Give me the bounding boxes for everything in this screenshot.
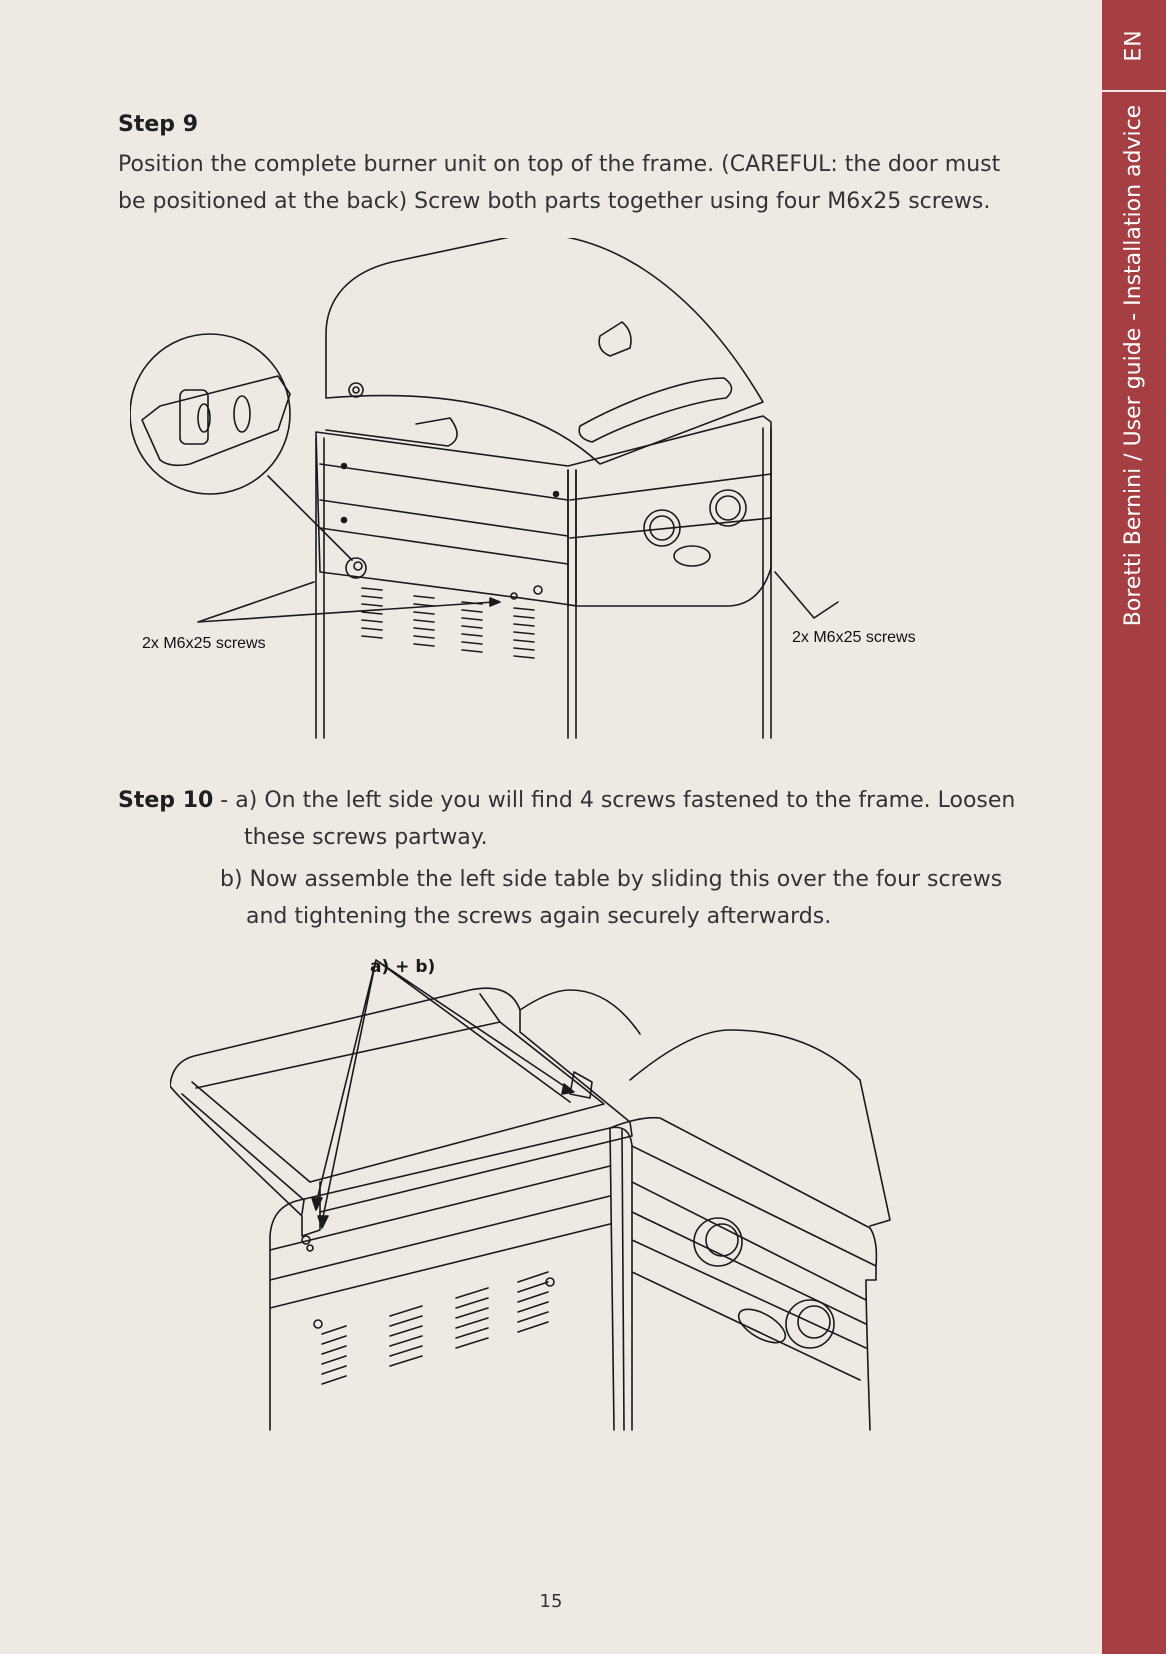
grill-lid xyxy=(630,1030,890,1226)
step10-title: Step 10 xyxy=(118,788,214,813)
step10-separator: - xyxy=(213,788,236,813)
grill-lid xyxy=(326,238,763,464)
step10-b-line1 xyxy=(118,861,1003,898)
step10-a-line1 xyxy=(118,782,1016,819)
sidebar-divider xyxy=(1102,90,1166,92)
step10-b-text-1: Now assemble the left side table by sliding this over the four screws xyxy=(249,867,1003,892)
step10-a-text-2: these screws partway. xyxy=(244,825,488,850)
step9-text: Position the complete burner unit on top of the frame. (CAREFUL: the door must be positioned at the back) Screw both parts together using four M6x25 screws. xyxy=(118,152,1001,214)
step10-a-prefix: a) xyxy=(235,788,265,813)
language-label: EN xyxy=(1121,28,1147,62)
running-title-text: Boretti Bernini / User guide - Installation advice xyxy=(1121,104,1147,626)
side-table xyxy=(170,988,632,1236)
brand-badge xyxy=(674,546,710,566)
lid-handle xyxy=(579,378,731,442)
step10-b-prefix: b) xyxy=(220,867,250,892)
step9-right-screw-label: 2x M6x25 screws xyxy=(792,629,916,646)
step10-illustration xyxy=(170,950,930,1460)
step10-b-text-2: and tightening the screws again securely afterwards. xyxy=(246,904,832,929)
page-number: 15 xyxy=(539,1591,563,1612)
step9-title: Step 9 xyxy=(118,112,198,137)
vent-slots xyxy=(322,1272,548,1384)
frame-legs xyxy=(316,428,771,738)
language-tab xyxy=(1102,0,1166,90)
vent-slots xyxy=(362,588,534,658)
step10-block xyxy=(118,782,1016,935)
lid-knob xyxy=(349,383,363,397)
sidebar xyxy=(1102,0,1166,1654)
step10-a-text-1: On the left side you will find 4 screws fastened to the frame. Loosen xyxy=(264,788,1016,813)
step9-illustration xyxy=(130,238,990,740)
thermometer xyxy=(599,322,631,356)
burner-body xyxy=(316,416,771,606)
running-title xyxy=(1102,100,1166,630)
step9-left-screw-label: 2x M6x25 screws xyxy=(142,635,266,652)
step10-figure-label: a) + b) xyxy=(370,957,436,977)
